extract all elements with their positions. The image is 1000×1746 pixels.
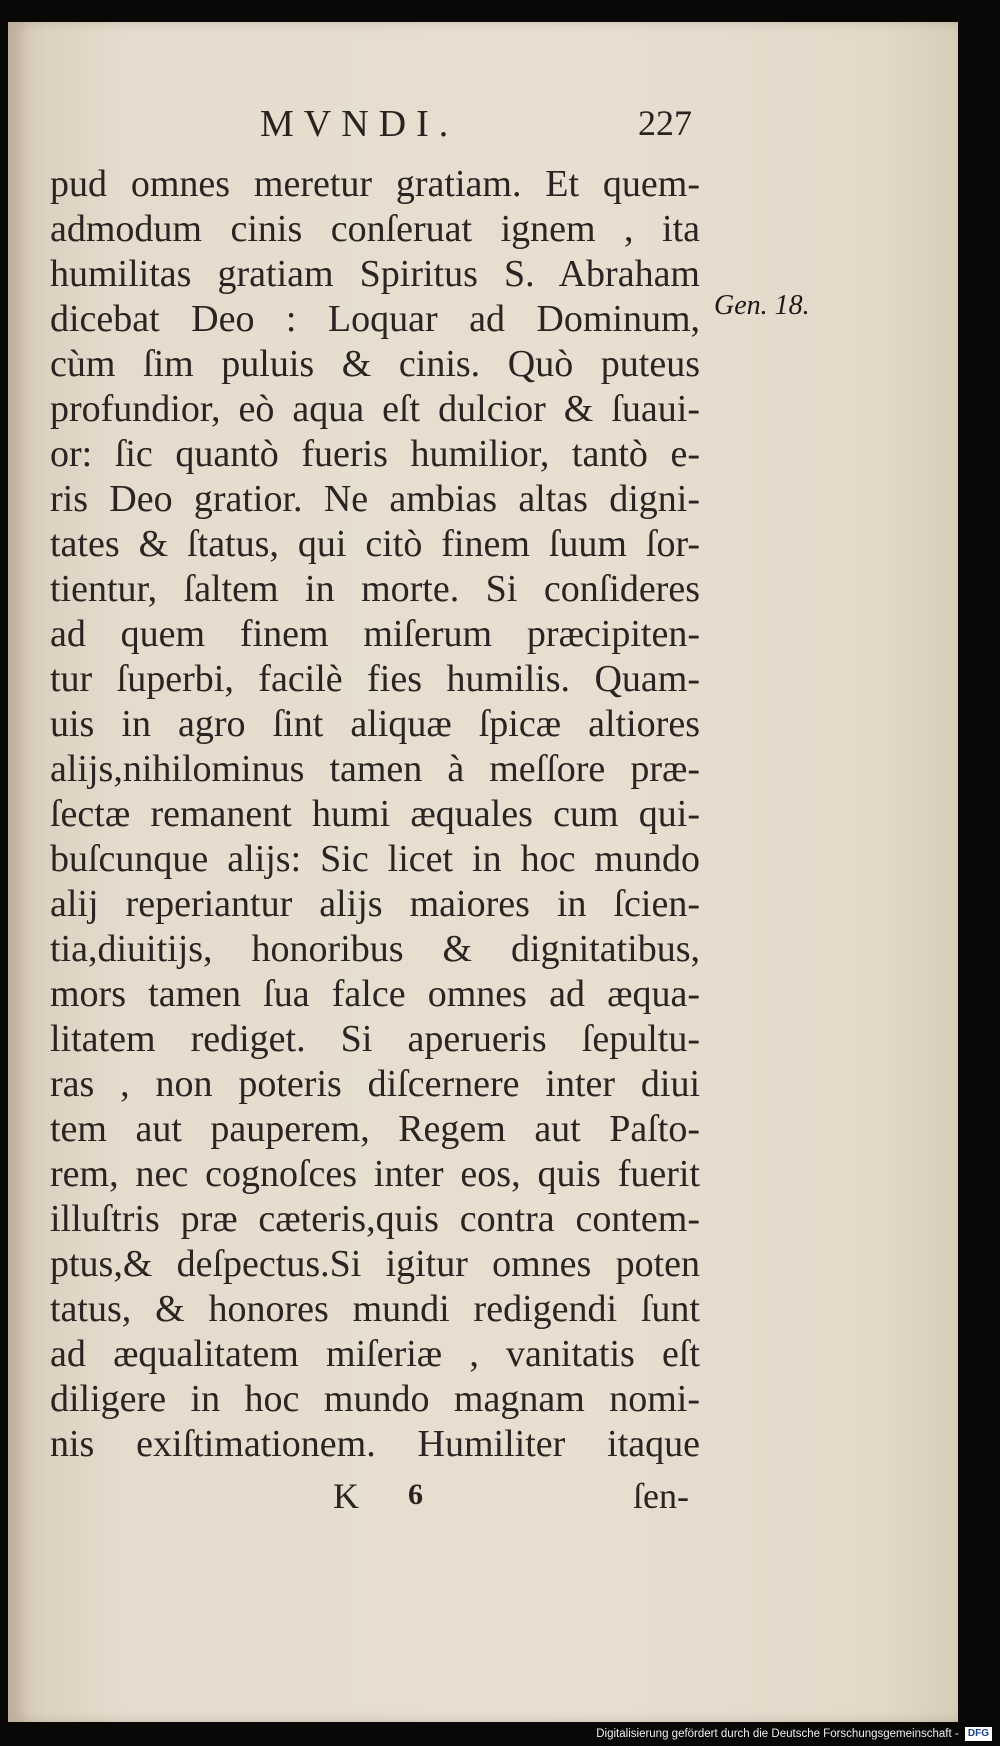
quire-number: 6 (408, 1478, 423, 1511)
text-line: tatus, & honores mundi redigendi ſunt (50, 1288, 700, 1330)
text-line: pud omnes meretur gratiam. Et quem- (50, 163, 700, 205)
text-line: ad æqualitatem miſeriæ , vanitatis eſt (50, 1333, 700, 1375)
book-page (8, 22, 958, 1722)
page-number: 227 (638, 103, 692, 143)
text-line: cùm ſim puluis & cinis. Quò puteus (50, 343, 700, 385)
text-line: ſectæ remanent humi æquales cum qui- (50, 793, 700, 835)
text-line: profundior, eò aqua eſt dulcior & ſuaui- (50, 388, 700, 430)
text-line: diligere in hoc mundo magnam nomi- (50, 1378, 700, 1420)
text-line: tem aut pauperem, Regem aut Paſto- (50, 1108, 700, 1150)
text-line: ris Deo gratior. Ne ambias altas digni- (50, 478, 700, 520)
text-line: buſcunque alijs: Sic licet in hoc mundo (50, 838, 700, 880)
body-text (50, 162, 700, 1467)
text-line: humilitas gratiam Spiritus S. Abraham (50, 253, 700, 295)
page-gutter (8, 22, 30, 1722)
running-head (8, 102, 958, 162)
text-line: litatem rediget. Si aperueris ſepultu- (50, 1018, 700, 1060)
text-line: ras , non poteris diſcernere inter diui (50, 1063, 700, 1105)
text-line: tientur, ſaltem in morte. Si conſideres (50, 568, 700, 610)
text-line: admodum cinis conſeruat ignem , ita (50, 208, 700, 250)
running-head-title: MVNDI. (260, 103, 459, 145)
dfg-logo: DFG (965, 1727, 992, 1741)
catchword: ſen- (633, 1476, 689, 1516)
text-line: rem, nec cognoſces inter eos, quis fuerit (50, 1153, 700, 1195)
text-line: alij reperiantur alijs maiores in ſcien- (50, 883, 700, 925)
credit-text: Digitalisierung gefördert durch die Deutsche Forschungsgemeinschaft - (596, 1728, 959, 1740)
text-line: uis in agro ſint aliquæ ſpicæ altiores (50, 703, 700, 745)
text-line: or: ſic quantò fueris humilior, tantò e- (50, 433, 700, 475)
signature-mark: K (333, 1476, 359, 1516)
text-line: ptus,& deſpectus.Si igitur omnes poten (50, 1243, 700, 1285)
text-line: ad quem finem miſerum præcipiten- (50, 613, 700, 655)
text-line: tur ſuperbi, facilè fies humilis. Quam- (50, 658, 700, 700)
text-line: tia,diuitijs, honoribus & dignitatibus, (50, 928, 700, 970)
text-line: nis exiſtimationem. Humiliter itaque (50, 1423, 700, 1465)
text-line: mors tamen ſua falce omnes ad æqua- (50, 973, 700, 1015)
digitization-credit (596, 1724, 992, 1744)
text-line: alijs,nihilominus tamen à meſſore præ- (50, 748, 700, 790)
text-line: tates & ſtatus, qui citò finem ſuum ſor- (50, 523, 700, 565)
text-line: dicebat Deo : Loquar ad Dominum, (50, 298, 700, 340)
marginal-note: Gen. 18. (714, 290, 810, 321)
text-line: illuſtris præ cæteris,quis contra contem- (50, 1198, 700, 1240)
